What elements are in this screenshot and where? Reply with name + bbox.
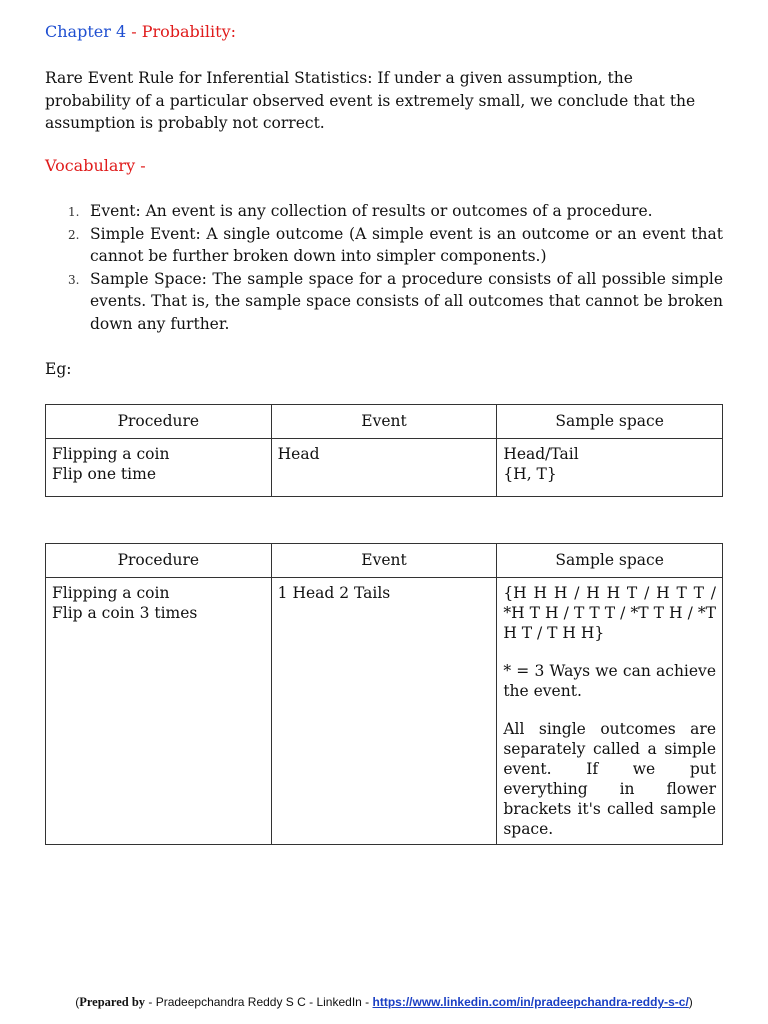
header-event: Event: [271, 405, 497, 439]
procedure-line: Flipping a coin: [52, 445, 170, 463]
example-label: Eg:: [45, 360, 72, 378]
list-item-text: Event: An event is any collection of results or outcomes of a procedure.: [90, 202, 653, 220]
table-header-row: [46, 405, 723, 439]
table-row: [46, 578, 723, 845]
cell-procedure: [46, 578, 272, 845]
list-item-number: 1.: [68, 205, 80, 219]
chapter-topic: Probability:: [141, 22, 236, 41]
header-sample-space: Sample space: [497, 544, 723, 578]
vocabulary-list: [45, 200, 723, 335]
cell-event: Head: [271, 439, 497, 497]
header-sample-space: Sample space: [497, 405, 723, 439]
list-item: [45, 268, 723, 336]
header-event: Event: [271, 544, 497, 578]
example-table-2: [45, 543, 723, 845]
list-item-number: 2.: [68, 227, 80, 242]
procedure-line: Flip one time: [52, 465, 156, 483]
cell-procedure: [46, 439, 272, 497]
sample-space-line: {H, T}: [503, 465, 557, 483]
cell-sample-space: [497, 439, 723, 497]
procedure-line: Flip a coin 3 times: [52, 604, 198, 622]
procedure-line: Flipping a coin: [52, 584, 170, 602]
sample-space-explanation: All single outcomes are separately called a simple event. If we put everything in flower brackets it's called sample space.: [503, 720, 716, 838]
sample-space-set: {H H H / H H T / H T T / *H T H / T T T / *T T H / *T H T / T H H}: [503, 584, 716, 642]
list-item-text: Sample Space: The sample space for a procedure consists of all possible simple events. That is, the sample space consists of all outcomes that cannot be broken down any further.: [90, 269, 723, 333]
cell-sample-space: [497, 578, 723, 845]
table-header-row: [46, 544, 723, 578]
sample-space-line: Head/Tail: [503, 445, 579, 463]
chapter-label: Chapter 4: [45, 22, 127, 41]
list-item-text: Simple Event: A single outcome (A simple event is an outcome or an event that cannot be further broken down into simpler components.): [90, 224, 723, 265]
footer-prepared-by: Prepared by: [79, 995, 146, 1009]
page-footer: [0, 995, 768, 1010]
sample-space-note: * = 3 Ways we can achieve the event.: [503, 662, 716, 700]
header-procedure: Procedure: [46, 405, 272, 439]
footer-open: (: [75, 995, 80, 1009]
intro-paragraph: Rare Event Rule for Inferential Statistics: If under a given assumption, the probability of a particular observed event is extremely small, we conclude that the assumption is probably not correct.: [45, 69, 696, 132]
linkedin-link[interactable]: https://www.linkedin.com/in/pradeepchandra-reddy-s-c/: [372, 995, 689, 1009]
footer-close: ): [688, 995, 693, 1009]
cell-event: 1 Head 2 Tails: [271, 578, 497, 845]
heading-separator: -: [126, 22, 142, 41]
footer-author: - Pradeepchandra Reddy S C - LinkedIn -: [145, 995, 373, 1009]
vocabulary-heading: Vocabulary -: [45, 156, 146, 175]
chapter-heading: [45, 22, 236, 42]
header-procedure: Procedure: [46, 544, 272, 578]
list-item-number: 3.: [68, 272, 80, 287]
table-row: [46, 439, 723, 497]
example-table-1: [45, 404, 723, 497]
list-item: [45, 223, 723, 268]
list-item: [45, 200, 723, 223]
